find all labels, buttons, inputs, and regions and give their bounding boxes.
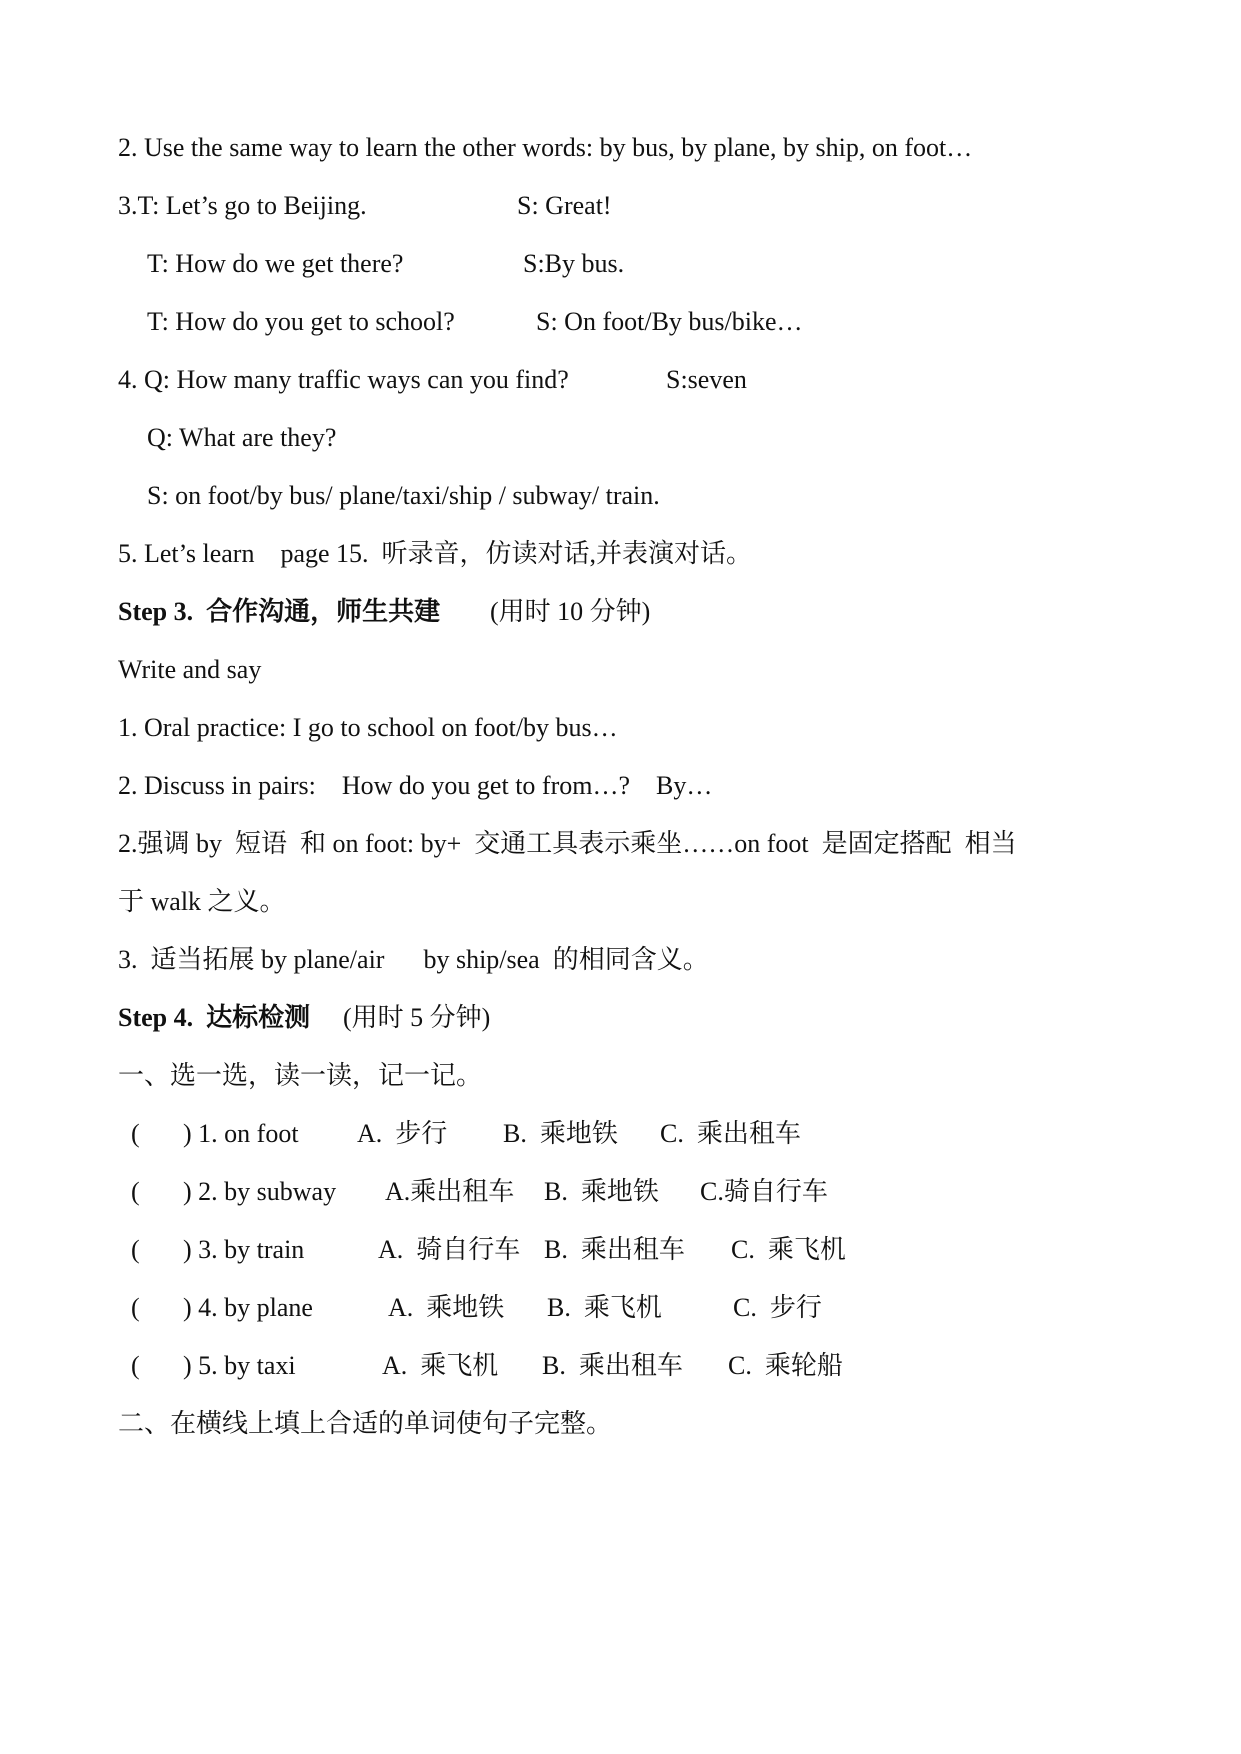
- quiz-row: [0, 1117, 1241, 1151]
- option-c: C.骑自行车: [700, 1177, 828, 1206]
- option-a: A.乘出租车: [385, 1177, 515, 1206]
- dialogue-line: [0, 363, 1241, 397]
- option-c: C. 步行: [733, 1293, 822, 1322]
- quiz-row: [0, 1291, 1241, 1325]
- text-line: 2.强调 by 短语 和 on foot: by+ 交通工具表示乘坐……on foot 是固定搭配 相当: [118, 829, 1017, 858]
- text-line: 1. Oral practice: I go to school on foot/by bus…: [118, 713, 618, 742]
- quiz-item: ) 3. by train: [183, 1235, 305, 1264]
- student-text: S:By bus.: [523, 249, 625, 278]
- option-c: C. 乘飞机: [731, 1235, 846, 1264]
- exercise-title: 一、选一选，读一读，记一记。: [118, 1061, 483, 1090]
- option-a: A. 乘飞机: [382, 1351, 499, 1380]
- dialogue-line: [0, 305, 1241, 339]
- option-b: B. 乘出租车: [542, 1351, 683, 1380]
- teacher-text: 3.T: Let’s go to Beijing.: [118, 191, 367, 220]
- text-line: 2. Discuss in pairs: How do you get to from…? By…: [118, 771, 713, 800]
- answer-paren: (: [131, 1119, 140, 1148]
- question-text: 4. Q: How many traffic ways can you find?: [118, 365, 569, 394]
- quiz-item: ) 1. on foot: [183, 1119, 299, 1148]
- option-b: B. 乘地铁: [544, 1177, 659, 1206]
- text-line: Write and say: [118, 655, 262, 684]
- quiz-row: [0, 1349, 1241, 1383]
- option-c: C. 乘出租车: [660, 1119, 801, 1148]
- heading-duration: (用时 10 分钟): [477, 597, 651, 626]
- teacher-text: T: How do you get to school?: [147, 307, 455, 336]
- option-a: A. 乘地铁: [388, 1293, 505, 1322]
- answer-paren: (: [131, 1177, 140, 1206]
- text-line: Q: What are they?: [147, 423, 337, 452]
- heading-duration: (用时 5 分钟): [330, 1003, 491, 1032]
- answer-paren: (: [131, 1293, 140, 1322]
- answer-paren: (: [131, 1351, 140, 1380]
- heading-bold: Step 3. 合作沟通，师生共建: [118, 597, 441, 626]
- option-a: A. 步行: [357, 1119, 448, 1148]
- heading-bold: Step 4. 达标检测: [118, 1003, 311, 1032]
- student-text: S: On foot/By bus/bike…: [536, 307, 803, 336]
- option-b: B. 乘出租车: [544, 1235, 685, 1264]
- text-line: 2. Use the same way to learn the other words: by bus, by plane, by ship, on foot…: [118, 133, 973, 162]
- section-heading-step4: [0, 1001, 1241, 1035]
- text-line: 5. Let’s learn page 15. 听录音，仿读对话,并表演对话。: [118, 539, 753, 568]
- exercise-title: 二、在横线上填上合适的单词使句子完整。: [118, 1409, 613, 1438]
- option-c: C. 乘轮船: [728, 1351, 843, 1380]
- text-line: 于 walk 之义。: [118, 887, 286, 916]
- section-heading-step3: [0, 595, 1241, 629]
- text-line: S: on foot/by bus/ plane/taxi/ship / subway/ train.: [147, 481, 660, 510]
- quiz-row: [0, 1175, 1241, 1209]
- answer-text: S:seven: [666, 365, 747, 394]
- quiz-item: ) 5. by taxi: [183, 1351, 296, 1380]
- answer-paren: (: [131, 1235, 140, 1264]
- teacher-text: T: How do we get there?: [147, 249, 404, 278]
- text-line: 3. 适当拓展 by plane/air by ship/sea 的相同含义。: [118, 945, 709, 974]
- quiz-row: [0, 1233, 1241, 1267]
- option-a: A. 骑自行车: [378, 1235, 521, 1264]
- option-b: B. 乘地铁: [503, 1119, 618, 1148]
- dialogue-line: [0, 189, 1241, 223]
- quiz-item: ) 4. by plane: [183, 1293, 313, 1322]
- option-b: B. 乘飞机: [547, 1293, 662, 1322]
- quiz-item: ) 2. by subway: [183, 1177, 337, 1206]
- student-text: S: Great!: [517, 191, 612, 220]
- dialogue-line: [0, 247, 1241, 281]
